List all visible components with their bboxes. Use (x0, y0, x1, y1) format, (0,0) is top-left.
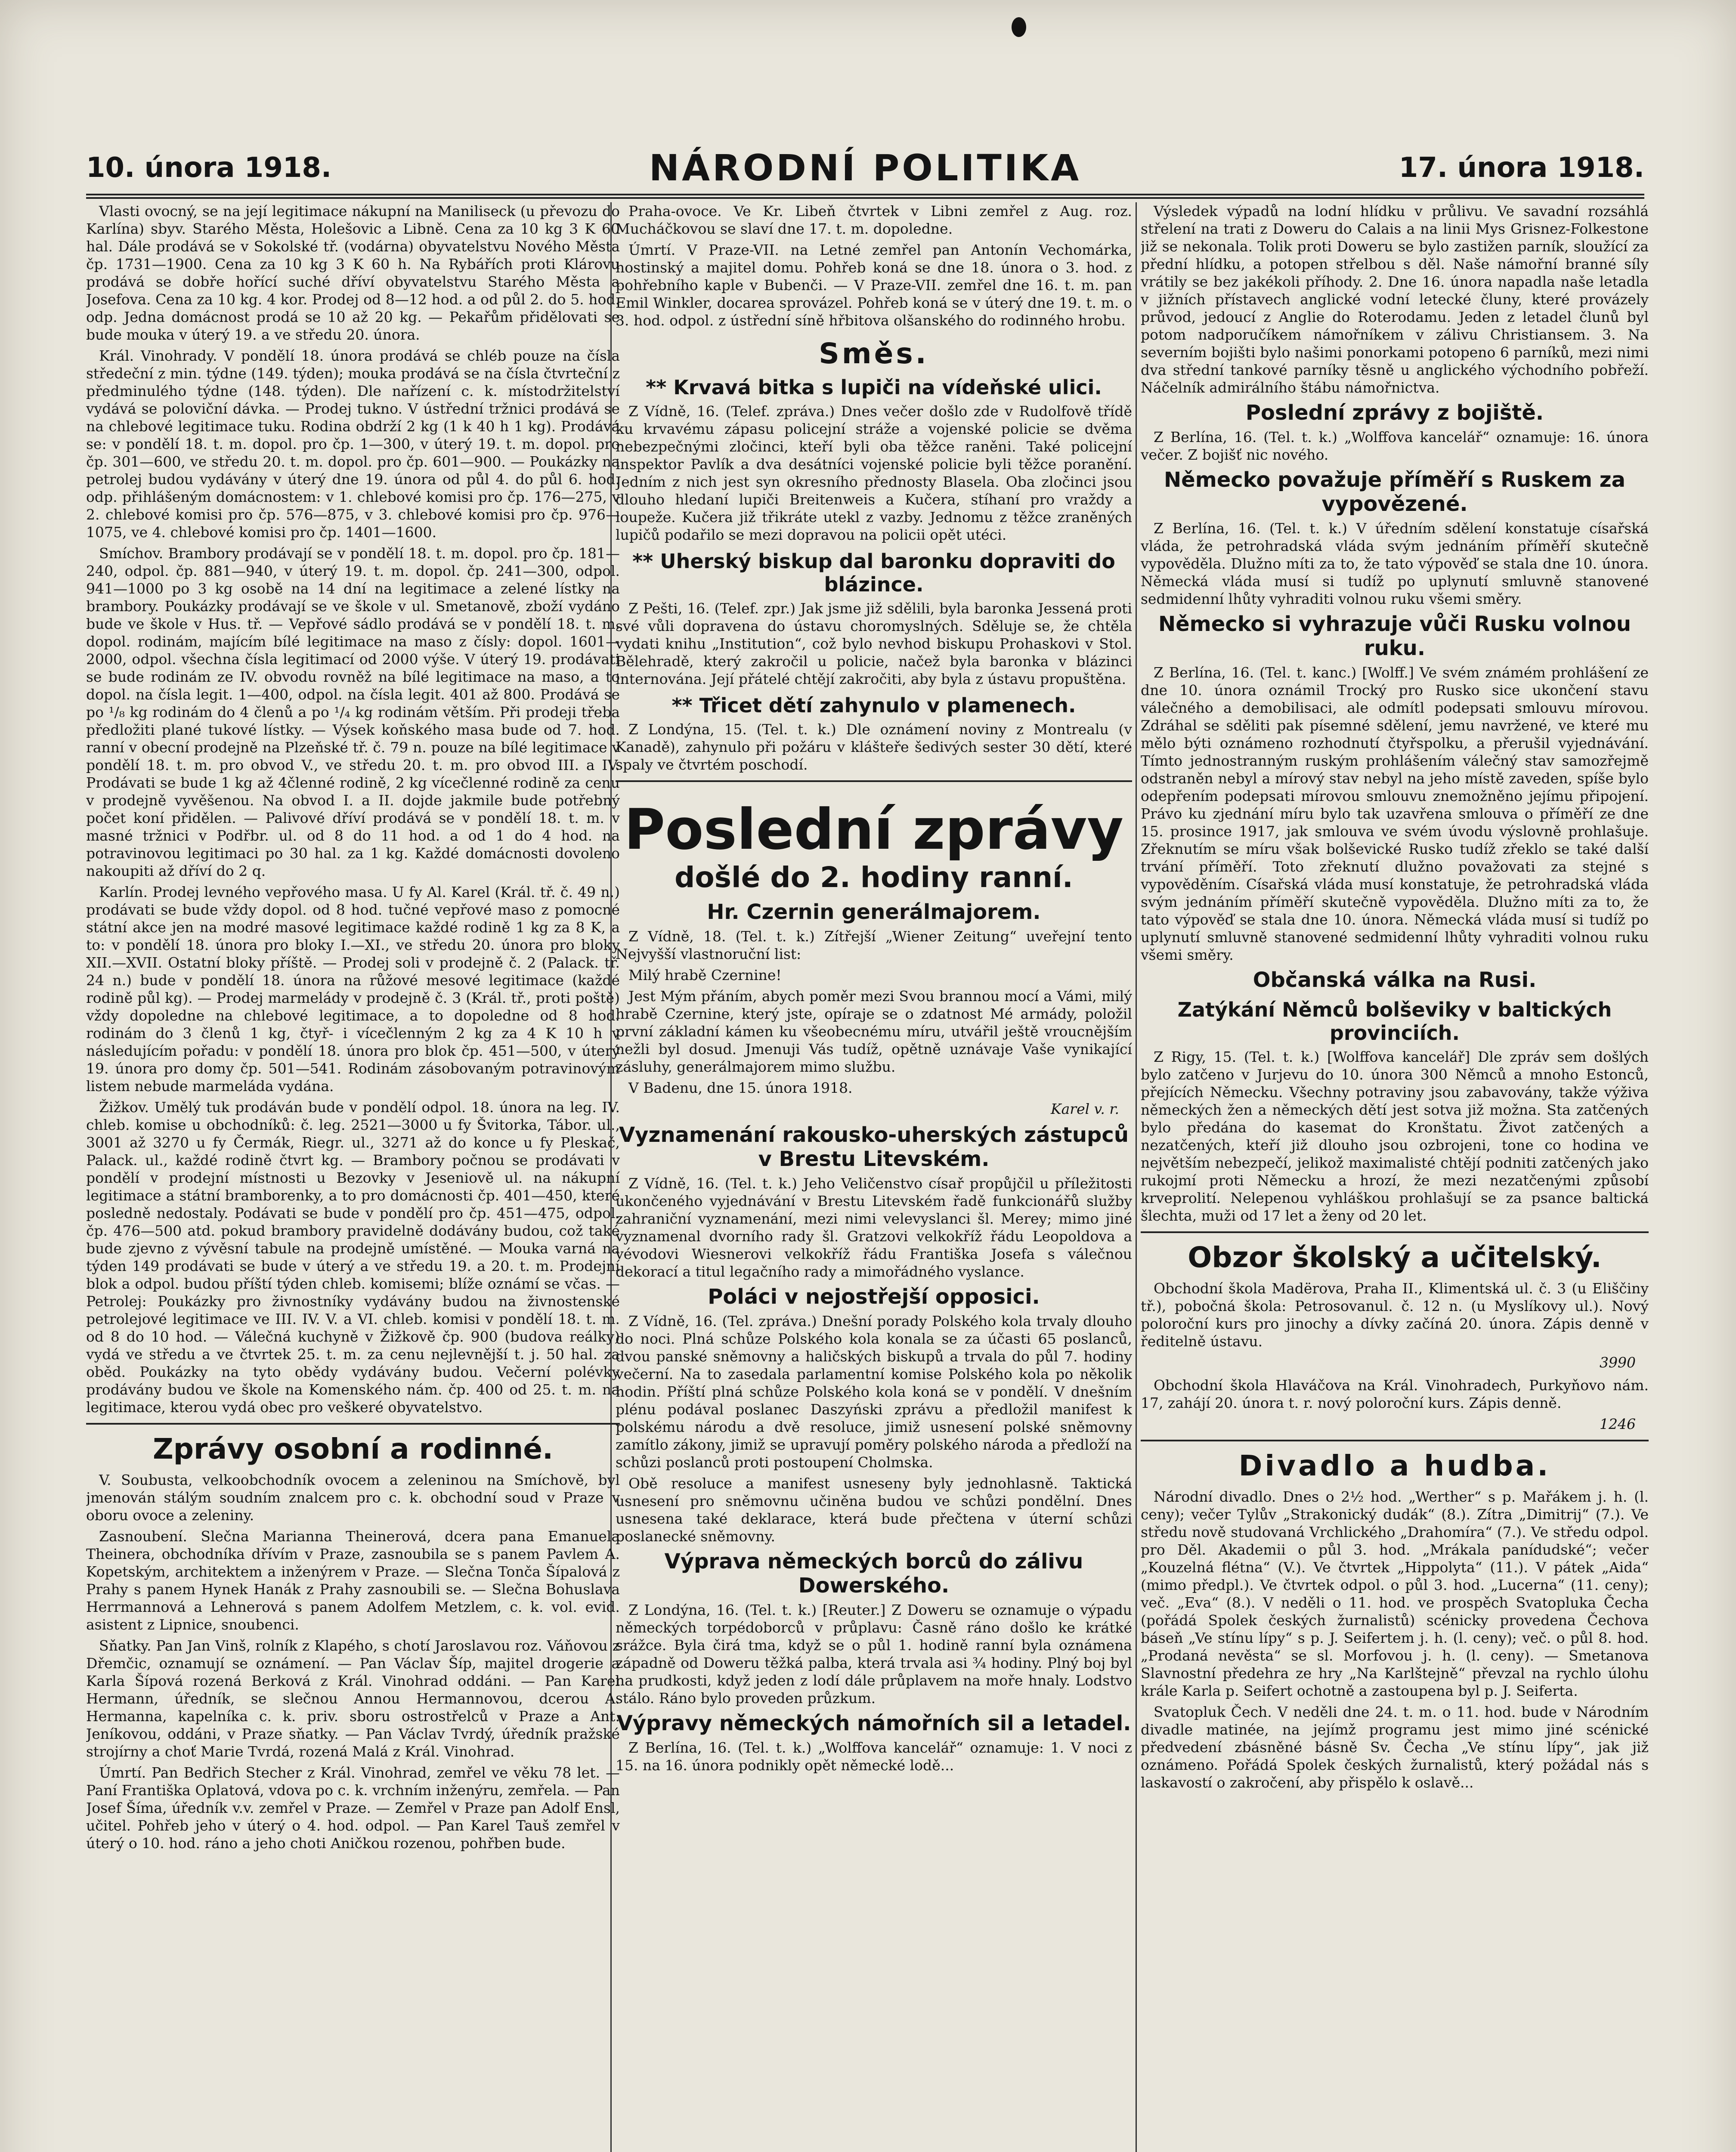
masthead-date-right: 17. února 1918. (1399, 152, 1644, 184)
article-paragraph: Z Londýna, 15. (Tel. t. k.) Dle oznámení noviny z Montrealu (v Kanadě), zahynulo při požáru v klášteře šedivých sester 30 dětí, které spaly ve čtvrtém poschodí. (616, 721, 1132, 773)
article-paragraph: Z Vídně, 16. (Telef. zpráva.) Dnes večer došlo zde v Rudolfově třídě ku krvavému zápasu policejní stráže a vojenské policie se dvěma nebezpečnými zločinci, kteří byli oba těžce raněni. Také policejní inspektor Pavlík a dva desátníci vojenské policie byli těžce poranění. Jedním z nich jest syn okresního přednosty Blasela. Oba zločinci jsou dlouho hledaní lupiči Breitenweis a Kučera, stíhaní pro vraždy a loupeže. Kučera již třikráte utekl z vazby. Jednomu z těžce zraněných lupičů podařilo se mezi dopravou na policii opět utéci. (616, 403, 1132, 543)
section-rule (1141, 1231, 1649, 1233)
article-paragraph: Z Vídně, 18. (Tel. t. k.) Zítřejší „Wiener Zeitung“ uveřejní tento Nejvyšší vlastnoruční list: (616, 928, 1132, 962)
article-headline: Německo považuje příměří s Ruskem za vypovězené. (1164, 468, 1626, 516)
article-headline: ** Krvavá bitka s lupiči na vídeňské ulici. (646, 376, 1102, 399)
article-paragraph: Svatopluk Čech. V neděli dne 24. t. m. o 11. hod. bude v Národním divadle matinée, na jejímž programu jest mimo jiné scénické předvedení zbásněné básně Sv. Čecha „Ve stínu lípy“, jak již oznámeno. Pořádá Spolek českých žurnalistů, který požádal nás s laskavostí o zakročení, aby přispělo k oslavě... (1141, 1704, 1649, 1791)
article-paragraph: Úmrtí. Pan Bedřich Stecher z Král. Vinohrad, zemřel ve věku 78 let. — Paní Františka Oplatová, vdova po c. k. vrchním inženýru, zemřela. — Pan Josef Šíma, úředník v.v. zemřel v Praze. — Zemřel v Praze pan Adolf Ensl, učitel. Pohřeb jeho v úterý o 4. hod. odpol. — Pan Karel Tauš zemřel v úterý o 10. hod. ráno a jeho choti Aničkou rozenou, pohřben bude. (86, 1764, 620, 1852)
article-headline: Občanská válka na Rusi. (1253, 968, 1537, 992)
article-headline: Hr. Czernin generálmajorem. (707, 900, 1041, 924)
article-paragraph: Z Berlína, 16. (Tel. t. k.) „Wolffova kancelář“ oznamuje: 16. února večer. Z bojišť nic nového. (1141, 429, 1649, 463)
article-paragraph: Žižkov. Umělý tuk prodáván bude v pondělí odpol. 18. února na leg. IV. chleb. komise u obchodníků: č. leg. 2521—3000 u fy Švitorka, Tábor. ul., 3001 až 3270 u fy Čermák, Riegr. ul., 3271 až do konce u fy Pleskač, Palack. ul., každé rodině čtvrt kg. — Brambory počnou se prodávati v pondělí v prodejní místnosti u Bezovky v Jeseniově ul. na nákupní legitimace a státní bramborenky, a to pro domácnosti čp. 401—450, které posledně nedostaly. Podávati se bude v pondělí pro čp. 451—475, odpol. čp. 476—500 atd. pokud brambory pravidelně dodávány budou, což také bude zjevno z vývěsní tabule na prodejně umístěné. — Mouka varná na týden 149 prodávati se bude v úterý a ve středu 19. a 20. t. m. Prodejní blok a odpol. budou příští týden chleb. komisemi; blíže oznámí se včas. — Petrolej: Poukázky pro živnostníky vydávány budou na živnostenské petrolejové legitimace ve III. IV. V. a VI. chleb. komisi v pondělí 18. t. m. od 8 do 10 hod. — Válečná kuchyně v Žižkově čp. 900 (budova reálky) vydá ve středu a ve čtvrtek 25. t. m. za cenu nejlevnější t. j. 50 hal. za oběd. Poukázky na tyto obědy vydávány budou. Večerní polévky prodávány budou ve škole na Komenského nám. čp. 400 od 25. t. m. na legitimace, kterou vydá obec pro veškeré obyvatelstvo. (86, 1099, 620, 1416)
article-paragraph: Král. Vinohrady. V pondělí 18. února prodává se chléb pouze na čísla středeční z min. týdne (149. týden); mouka prodává se na čísla čtvrteční z předminulého týdne (148. týden). Dle nařízení c. k. místodržitelství vydává se poloviční dávka. — Prodej tukno. V ústřední tržnici prodává se na chlebové legitimace tuku. Rodina obdrží 2 kg (1 k 40 h 1 kg). Prodává se: v pondělí 18. t. m. dopol. pro čp. 1—300, v úterý 19. t. m. dopol. pro čp. 301—600, ve středu 20. t. m. dopol. pro čp. 601—900. — Poukázky na petrolej budou vydávány v úterý dne 19. února od půl 4. do půl 6. hod. odp. přihlášeným domácnostem: v 1. chlebové komisi pro čp. 176—275, v 2. chlebové komisi pro čp. 576—875, v 3. chlebové komisi pro čp. 976—1075, ve 4. chlebové komisi pro čp. 1401—1600. (86, 347, 620, 541)
article-headline: Vyznamenání rakousko-uherských zástupců v Brestu Litevském. (619, 1123, 1129, 1171)
column-divider (1136, 202, 1137, 2152)
article-headline: ** Uherský biskup dal baronku dopraviti do blázince. (632, 550, 1115, 596)
section-title-school: Obzor školský a učitelský. (1188, 1241, 1602, 1274)
article-paragraph: Z Vídně, 16. (Tel. zpráva.) Dnešní porady Polského kola trvaly dlouho do noci. Plná schůze Polského kola konala se za účasti 65 poslanců, dvou panské sněmovny a haličských biskupů a trvala do půl 7. hodiny večerní. Na to zasedala parlamentní komise Polského kola po několik hodin. Příští plná schůze Polského kola koná se v pondělí. V dnešním plénu podával poslanec Daszyński zprávu a předložil manifest k polskému národu a dvě resoluce, jimiž usnesení polské sněmovny zamítlo zákony, jimiž se upravují poměry polského národa a předloží na schůzi poslanců proti postoupení Cholmska. (616, 1313, 1132, 1471)
article-paragraph: Karlín. Prodej levného vepřového masa. U fy Al. Karel (Král. tř. č. 49 n.) prodávati se bude vždy dopol. od 8 hod. tučné vepřové maso z pomocné státní akce jen na modré masové legitimace každé rodině 1 kg za 8 K, a to: v pondělí 18. února pro bloky I.—XI., ve středu 20. února pro bloky XII.—XVII. Ostatní bloky příště. — Prodej soli v prodejně č. 2 (Palack. tř. 24 n.) bude v pondělí 18. února na růžové mesové legitimace (každé rodině půl kg). — Prodej marmelády v prodejně č. 3 (Král. tř., proti poště) vždy dopoledne na chlebové legitimace, a to dopoledne od 8 hod. rodinám do 3 členů 1 kg, čtyř- i vícečlenným 2 kg za 4 K 10 h v následujícím pořadu: v pondělí 18. února pro blok čp. 451—500, v úterý 19. února pro domy čp. 501—541. Rodinám zásobovaným potravinovým listem nebude marmeláda vydána. (86, 884, 620, 1095)
article-paragraph: Úmrtí. V Praze-VII. na Letné zemřel pan Antonín Vechomárka, hostinský a majitel domu. Pohřeb koná se dne 18. února o 3. hod. z pohřebního kaple v Bubenči. — V Praze-VII. zemřel dne 16. t. m. pan Emil Winkler, docarea sprovázel. Pohřeb koná se v úterý dne 19. t. m. o 3. hod. odpol. z ústřední síně hřbitova olšanského do rodinného hrobu. (616, 241, 1132, 329)
ad-number: 1246 (1600, 1416, 1636, 1432)
article-paragraph: Milý hrabě Czernine! (628, 967, 782, 983)
article-paragraph: Z Rigy, 15. (Tel. t. k.) [Wolffova kancelář] Dle zpráv sem došlých bylo zatčeno v Jurjevu do 10. února 300 Němců a mnoho Estonců, přejících Německu. Všechny potraviny jsou zabavovány, takže výživa německých žen a německých dětí jest sotva již možna. Sta zatčených bylo předána do kasemat do Kronštatu. Život zatčených a nezatčených, kteří již dlouho jsou ozbrojeni, tone co hodina ve největším nebezpečí, jelikož maximalisté chtějí podniti zatčených jako rukojmí proti Německu a hrozí, že mezi nezatčenými způsobí krveprolití. Nelepenou vyhláškou prohlašují se za psance baltická šlechta, muži od 17 let a ženy od 20 let. (1141, 1048, 1649, 1224)
column-2 (616, 202, 1132, 2152)
article-paragraph: Vlasti ovocný, se na její legitimace nákupní na Maniliseck (u převozu do Karlína) sbyv. Starého Města, Holešovic a Libně. Cena za 10 kg 3 K 60 hal. Dále prodává se v Sokolské tř. (vodárna) obyvatelstvu Nového Města čp. 1731—1900. Cena za 10 kg 3 K 60 h. Na Rybářích proti Klárovu prodává se dobře hořící suché dříví obyvatelstvu Starého Města a Josefova. Cena za 10 kg. 4 kor. Prodej od 8—12 hod. a od půl 2. do 5. hod. odp. Jedna domácnost prodá se 10 až 20 kg. — Pekařům přidělovati se bude mouka v úterý 19. a ve středu 20. února. (86, 203, 620, 343)
article-headline: Výprava německých borců do zálivu Dowerského. (664, 1549, 1083, 1598)
article-headline: Poláci v nejostřejší opposici. (708, 1285, 1040, 1309)
section-title-personal: Zprávy osobní a rodinné. (152, 1432, 554, 1466)
article-paragraph: Smíchov. Brambory prodávají se v pondělí 18. t. m. dopol. pro čp. 181—240, odpol. čp. 881—940, v úterý 19. t. m. dopol. čp. 241—300, odpol. 941—1000 po 3 kg osobě na 14 dní na legitimace a zelené lístky na brambory. Poukázky prodávají se ve škole v ul. Smetanově, zboží vydáno bude ve škole v Hus. tř. — Vepřové sádlo prodává se v pondělí 18. t. m. dopol. rodinám, majícím bílé legitimace na maso z čísly: dopol. 1601—2000, odpol. všechna čísla legitimací od 2000 výše. V úterý 19. prodávati se bude rodinám ze IV. obvodu rovněž na bílé legitimace na maso, a to dopol. na čísla legit. 1—400, odpol. na čísla legit. 401 až 800. Prodává se po ¹/₈ kg rodinám do 4 členů a po ¹/₄ kg rodinám větším. Při prodeji třeba předložiti plané tukové lístky. — Výsek koňského masa bude od 7. hod. ranní v obecní prodejně na Plzeňské tř. č. 79 n. pouze na bílé legitimace v pondělí 18. t. m. pro obvod V., ve středu 20. t. m. pro obvod III. a IV. Prodávati se bude 1 kg až 4členné rodině, 2 kg vícečlenné rodině za cenu v prodejně vyvěšenou. Na obvod I. a II. dojde jakmile bude potřebný počet koní přidělen. — Palivové dříví prodává se v pondělí 18. t. m. v masné tržnici v Podřbr. ul. od 8 do 11 hod. a od 1 do 4 hod. na potravinovou legitimaci po 30 hal. za 1 kg. Každé domácnosti dovoleno nakoupiti až dříví do 2 q. (86, 545, 620, 879)
article-paragraph: Obchodní škola Hlaváčova na Král. Vinohradech, Purkyňovo nám. 17, zahájí 20. února t. r. nový poloroční kurs. Zápis denně. (1141, 1377, 1649, 1411)
article-paragraph: Národní divadlo. Dnes o 2½ hod. „Werther“ s p. Mařákem j. h. (l. ceny); večer Tylův „Strakonický dudák“ (8.). Zítra „Dimitrij“ (7.). Ve středu nově studovaná Vrchlického „Drahomíra“ (7.). Ve středu odpol. pro Děl. Akademii o půl 3. hod. „Mrákala panídudské“; večer „Kouzelná flétna“ (V.). Ve čtvrtek „Hippolyta“ (11.). V pátek „Aida“ (mimo předpl.). Ve čtvrtek odpol. o půl 3. hod. „Lucerna“ (11. ceny); več. „Eva“ (8.). V neděli o 11. hod. ve prospěch Svatopluka Čecha (pořádá Spolek českých žurnalistů) scénicky provedena Čechova báseň „Ve stínu lípy“ s p. J. Seifertem j. h. (l. ceny); več. o půl 8. hod. „Prodaná nevěsta“ se sl. Morfovou j. h. (l. ceny). — Smetanova Slavnostní předehra ze hry „Na Karlštejně“ převzal na rychlo úlohu krále Karla p. Seifert ochotně a zastoupena byl p. J. Seiferta. (1141, 1488, 1649, 1699)
article-headline: Poslední zprávy z bojiště. (1245, 401, 1544, 425)
column-3 (1141, 202, 1649, 2152)
article-headline: Výpravy německých námořních sil a letadel. (616, 1711, 1131, 1735)
article-paragraph: V. Soubusta, velkoobchodník ovocem a zeleninou na Smíchově, byl jmenován stálým soudním znalcem pro c. k. obchodní soud v Praze v oboru ovoce a zeleniny. (86, 1472, 620, 1524)
ink-spot (1012, 17, 1026, 37)
masthead-title: NÁRODNÍ POLITIKA (649, 147, 1082, 189)
latest-news-title: Poslední zprávy (624, 797, 1124, 862)
article-paragraph: Sňatky. Pan Jan Vinš, rolník z Klapého, s chotí Jaroslavou roz. Váňovou z Dřemčic, oznamují se oznámení. — Pan Václav Šíp, majitel drogerie a Karla Šípová rozená Berková z Král. Vinohrad oddáni. — Pan Karel Hermann, úředník, se slečnou Annou Hermannovou, dcerou A. Hermanna, kapelníka c. k. priv. sboru ostrostřelců v Praze a Ant. Jeníkovou, oddáni, v Praze sňatky. — Pan Václav Tvrdý, úředník pražské strojírny a choť Marie Tvrdá, rozená Malá z Král. Vinohrad. (86, 1637, 620, 1760)
masthead-date-left: 10. února 1918. (86, 152, 332, 184)
section-title-mix: Směs. (819, 337, 929, 370)
article-paragraph: Z Berlína, 16. (Tel. t. k.) V úředním sdělení konstatuje císařská vláda, že petrohradská vláda svým jednáním příměří skutečně vypověděla. Dlužno míti za to, že tato výpověď se stala dne 10. února. Německá vláda musí si tudíž po uplynutí smluvně stanovené sedmidenní lhůty vyhraditi volnou ruku všemi směry. (1141, 520, 1649, 607)
article-paragraph: Z Londýna, 16. (Tel. t. k.) [Reuter.] Z Doweru se oznamuje o výpadu německých torpédoborců v průplavu: Časně ráno došlo ke krátké srážce. Byla čirá tma, když se o půl 1. hodině ranní byla oznámena západně od Doweru těžká palba, která trvala asi ¾ hodiny. Plný boj byl na prudkosti, když jeden z lodí dále průplavem na moře hnaly. Lodstvo stálo. Ráno bylo proveden průzkum. (616, 1602, 1132, 1707)
section-title-theatre: Divadlo a hudba. (1238, 1449, 1551, 1482)
article-paragraph: Jest Mým přáním, abych poměr mezi Svou brannou mocí a Vámi, milý hrabě Czernine, který jste, opíraje se o zdatnost Mé armády, položil první základní kámen ku všeobecnému míru, utvářil ještě vroucnějším nežli byl dosud. Jmenuji Vás tudíž, opětně uznávaje Vaše vynikající zásluhy, generálmajorem mimo službu. (616, 988, 1132, 1075)
section-rule (1141, 1440, 1649, 1441)
article-paragraph: Z Vídně, 16. (Tel. t. k.) Jeho Veličenstvo císař propůjčil u příležitosti ukončeného vyjednávání v Brestu Litevském řadě funkcionářů služby zahraniční vyznamenání, mezi nimi velevyslanci šl. Merey; mimo jiné vyznamenal dvorního rady šl. Gratzovi velkokříž řádu Leopoldova a vévodovi Wiesnerovi velkokříž řádu Františka Josefa s válečnou dekorací a titul legačního rady a mimořádného vyslance. (616, 1175, 1132, 1280)
article-paragraph: Zasnoubení. Slečna Marianna Theinerová, dcera pana Emanuela Theinera, obchodníka dřívím v Praze, zasnoubila se s panem Pavlem A. Kopetským, architektem a inženýrem v Praze. — Slečna Tonča Šípalová z Prahy s panem Hynek Hanák z Prahy zasnoubili se. — Slečna Bohuslava Herrmannová a Lehnerová s panem Adolfem Metzlem, c. k. vol. evid. asistent z Lipnice, snoubenci. (86, 1528, 620, 1633)
article-paragraph: Z Berlína, 16. (Tel. t. k.) „Wolffova kancelář“ oznamuje: 1. V noci z 15. na 16. února podnikly opět německé lodě... (616, 1739, 1132, 1774)
section-rule (616, 780, 1132, 782)
article-paragraph: Z Berlína, 16. (Tel. t. kanc.) [Wolff.] Ve svém známém prohlášení ze dne 10. února oznámil Trocký pro Rusko sice ukončení stavu válečného a demobilisaci, ale odmítl podepsati smlouvu mírovou. Zdráhal se sděliti pak písemné sdělení, jemu navržené, ve které mu mělo býti oznámeno rozhodnutí čtyřspolku, a přerušil vyjednávání. Tímto jednostranným ruským prohlášením válečný stav samozřejmě odstraněn nebyl a mírový stav nebyl na jeho místě zaveden, spíše bylo odepřením podepsati mírovou smlouvu znemožněno jejímu připojení. Právo ku zjednání míru bylo tak uzavřena smlouva o příměří ze dne 15. prosince 1917, jak smlouva ve svém úvodu výslovně prohlašuje. Zřeknutím se míru však bolševické Rusko tudíž zřeklo se také další trvání příměří. Toto zřeknutí dlužno považovati za stejné s vypověděním. Císařská vláda musí konstatuje, že petrohradská vláda svým jednáním příměří skutečně vypověděla. Dlužno míti za to, že tato výpověď se stala dne 10. února. Německá vláda musí si tudíž po uplynutí smluvně stanovené sedmidenní lhůty vyhraditi volnou ruku všemi směry. (1141, 664, 1649, 963)
masthead (86, 142, 1644, 199)
article-headline: Německo si vyhrazuje vůči Rusku volnou ruku. (1158, 612, 1631, 660)
article-headline: ** Třicet dětí zahynulo v plamenech. (672, 694, 1076, 717)
article-paragraph: Praha-ovoce. Ve Kr. Libeň čtvrtek v Libni zemřel z Aug. roz. Mucháčkovou se slaví dne 17. t. m. dopoledne. (616, 203, 1132, 237)
article-paragraph: Obě resoluce a manifest usneseny byly jednohlasně. Taktická usnesení pro sněmovnu učiněna budou ve schůzi pondělní. Dnes usnesena také deklarace, která bude přečtena v úterní schůzi poslanecké sněmovny. (616, 1475, 1132, 1545)
article-subheadline: Zatýkání Němců bolševiky v baltických provinciích. (1177, 998, 1612, 1045)
ad-number: 3990 (1600, 1354, 1636, 1371)
article-paragraph: Obchodní škola Madёrova, Praha II., Klimentská ul. č. 3 (u Eliščiny tř.), pobočná škola: Petrosovanul. č. 12 n. (u Myslíkovy ul.). Nový poloroční kurs pro jinochy a dívky začíná 20. února. Zápis denně v ředitelně ústavu. (1141, 1280, 1649, 1350)
section-rule (86, 1423, 620, 1425)
article-paragraph: Výsledek výpadů na lodní hlídku v průlivu. Ve savadní rozsáhlá střelení na trati z Doweru do Calais a na linii Mys Grisnez-Folkestone již se nekonala. Tolik proti Doweru se bylo zastižen parník, sloužící za přední hlídku, a potopen střelbou s děl. Naše námořní branné síly vrátily se bez jakékoli příhody. 2. Dne 16. února napadla naše letadla v jižních přístavech anglické vodní letecké čluny, které provázely průvod, jedoucí z Anglie do Roterodamu. Jeden z letadel člunů byl potom nadporučíkem námořníkem v zálivu Christiansem. 3. Na severním bojišti bylo našimi ponorkami potopeno 6 parníků, mezi nimi dva střední tankové parníky těsně u anglického východního pobřeží. Náčelník admirálního štábu námořnictva. (1141, 203, 1649, 396)
article-paragraph: V Badenu, dne 15. února 1918. (628, 1079, 853, 1096)
column-1 (86, 202, 620, 2152)
article-paragraph: Z Pešti, 16. (Telef. zpr.) Jak jsme již sdělili, byla baronka Jessená proti své vůli dopravena do ústavu choromyslných. Sděluje se, že chtěla vydati knihu „Institution“, což bylo nevhod biskupu Prohaskovi v Stol. Bělehradě, který zakročil u policie, načež byla baronka v blázinci internována. Její přátelé chtějí zakročiti, aby byla z ústavu propuštěna. (616, 600, 1132, 687)
latest-news-subtitle: došlé do 2. hodiny ranní. (675, 861, 1073, 894)
signature: Karel v. r. (1050, 1101, 1119, 1117)
